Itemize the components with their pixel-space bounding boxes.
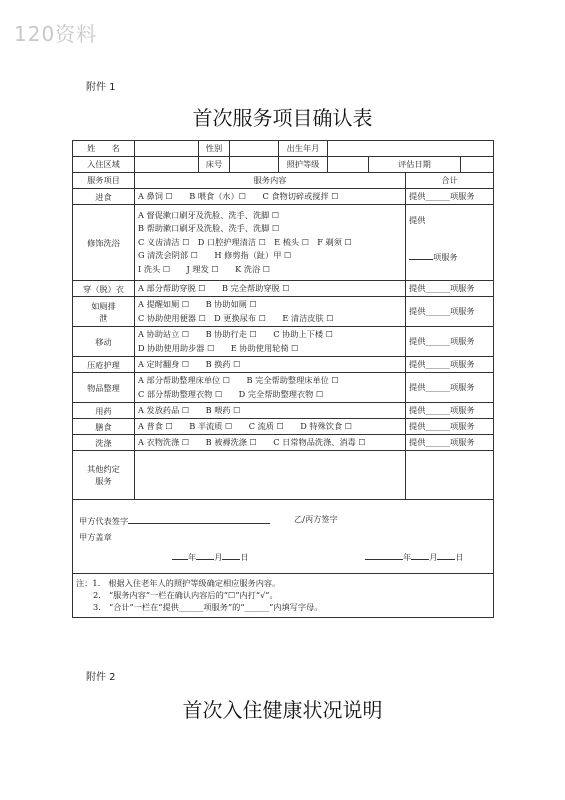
grooming-label: 修饰洗浴	[73, 205, 135, 281]
belongings-options	[135, 373, 406, 403]
eval-date-label: 评估日期	[369, 157, 461, 173]
belongings-total[interactable]: 提供______项服务	[406, 373, 494, 403]
birth-cell[interactable]	[328, 141, 494, 157]
pressure-options[interactable]: A 定时翻身 ☐ B 换药 ☐	[135, 357, 406, 373]
signature-row	[73, 500, 494, 574]
table-row	[73, 419, 494, 435]
grooming-total-provide: 提供	[409, 215, 426, 225]
toilet-option-line[interactable]: A 提醒如厕 ☐ B 协助如厕 ☐	[138, 299, 257, 309]
dressing-label: 穿（脱）衣	[73, 281, 135, 297]
grooming-option-line[interactable]: A 督促漱口刷牙及洗脸、洗手、洗脚 ☐	[138, 209, 280, 220]
table-row	[73, 357, 494, 373]
note-line: 2. “服务内容”一栏在确认内容后的“☐”内打“√”。	[93, 590, 278, 600]
notes-row	[73, 574, 494, 618]
page-title: 首次服务项目确认表	[192, 106, 373, 130]
watermark: 120资料	[14, 22, 98, 46]
care-level-cell[interactable]	[328, 157, 369, 173]
toilet-total[interactable]: 提供______项服务	[406, 297, 494, 327]
dressing-total[interactable]: 提供______项服务	[406, 281, 494, 297]
toilet-options	[135, 297, 406, 327]
pressure-total[interactable]: 提供______项服务	[406, 357, 494, 373]
day-field[interactable]	[437, 550, 455, 560]
table-row	[73, 297, 494, 327]
month-field[interactable]	[411, 550, 429, 560]
grooming-option-line[interactable]: C 义齿清洁 ☐ D 口腔护理清洁 ☐ E 梳头 ☐ F 剃须 ☐	[138, 236, 352, 247]
table-row	[73, 281, 494, 297]
belongings-label: 物品整理	[73, 373, 135, 403]
total-header: 合计	[406, 173, 494, 189]
meals-label: 膳食	[73, 419, 135, 435]
moving-label: 移动	[73, 327, 135, 357]
grooming-total[interactable]	[406, 205, 494, 281]
meals-total[interactable]: 提供______项服务	[406, 419, 494, 435]
grooming-option-line[interactable]: B 帮助漱口刷牙及洗脸、洗手、洗脚 ☐	[138, 223, 280, 234]
attachment-1-label: 附件 1	[86, 82, 116, 93]
laundry-options[interactable]: A 衣物洗涤 ☐ B 被褥洗涤 ☐ C 日常物品洗涤、消毒 ☐	[135, 435, 406, 451]
month-label: 月	[214, 552, 223, 562]
medication-total[interactable]: 提供______项服务	[406, 403, 494, 419]
grooming-options	[135, 205, 406, 281]
bed-cell[interactable]	[230, 157, 279, 173]
moving-options	[135, 327, 406, 357]
gender-cell[interactable]	[230, 141, 279, 157]
signature-section	[73, 500, 494, 574]
name-cell[interactable]	[135, 141, 199, 157]
grooming-total-blank[interactable]	[409, 250, 433, 260]
moving-option-line[interactable]: A 协助站立 ☐ B 协助行走 ☐ C 协助上下楼 ☐	[138, 329, 334, 339]
table-row	[73, 373, 494, 403]
table-row	[73, 327, 494, 357]
party-b-date	[365, 550, 464, 563]
table-row	[73, 157, 494, 173]
year-field[interactable]	[172, 550, 188, 560]
day-field[interactable]	[222, 550, 240, 560]
other-total-cell[interactable]	[406, 451, 494, 500]
item-header: 服务项目	[73, 173, 135, 189]
toilet-label: 如厕排泄	[73, 297, 135, 327]
content-header: 服务内容	[135, 173, 406, 189]
section-title-2: 首次入住健康状况说明	[182, 698, 383, 722]
name-label: 姓 名	[73, 141, 135, 157]
party-b-label: 乙/丙方签字	[294, 514, 338, 524]
belongings-option-line[interactable]: A 部分帮助整理床单位 ☐ B 完全帮助整理床单位 ☐	[138, 375, 339, 385]
service-confirmation-table	[72, 140, 494, 618]
party-a-signature-field[interactable]	[128, 514, 270, 524]
table-row	[73, 451, 494, 500]
care-level-label: 照护等级	[279, 157, 328, 173]
other-content-cell[interactable]	[135, 451, 406, 500]
table-row	[73, 189, 494, 205]
month-field[interactable]	[196, 550, 214, 560]
seal-label: 甲方盖章	[79, 532, 112, 542]
grooming-option-line[interactable]: I 洗头 ☐ J 理发 ☐ K 洗浴 ☐	[138, 263, 271, 274]
grooming-option-line[interactable]: G 清洗会阴部 ☐ H 修剪指（趾）甲 ☐	[138, 250, 292, 261]
eating-label: 进食	[73, 189, 135, 205]
table-row	[73, 173, 494, 189]
area-label: 入住区域	[73, 157, 135, 173]
table-row	[73, 205, 494, 281]
dressing-options[interactable]: A 部分帮助穿脱 ☐ B 完全帮助穿脱 ☐	[135, 281, 406, 297]
table-row	[73, 141, 494, 157]
table-row	[73, 403, 494, 419]
pressure-label: 压疮护理	[73, 357, 135, 373]
year-label: 年	[403, 552, 412, 562]
meals-options[interactable]: A 普食 ☐ B 半流质 ☐ C 流质 ☐ D 特殊饮食 ☐	[135, 419, 406, 435]
moving-total[interactable]: 提供______项服务	[406, 327, 494, 357]
party-a-date	[172, 550, 249, 563]
belongings-option-line[interactable]: C 部分帮助整理衣物 ☐ D 完全帮助整理衣物 ☐	[138, 388, 324, 399]
month-label: 月	[429, 552, 438, 562]
eating-options[interactable]: A 鼻饲 ☐ B 喂食（水）☐ C 食物切碎或搅拌 ☐	[135, 189, 406, 205]
note-line: 注：1. 根据入住老年人的照护等级确定相应服务内容。	[76, 578, 281, 588]
birth-label: 出生年月	[279, 141, 328, 157]
year-field[interactable]	[365, 550, 403, 560]
gender-label: 性别	[199, 141, 230, 157]
eval-date-cell[interactable]	[461, 157, 494, 173]
day-label: 日	[240, 552, 249, 562]
laundry-total[interactable]: 提供______项服务	[406, 435, 494, 451]
year-label: 年	[188, 552, 197, 562]
other-label: 其他约定服务	[73, 451, 135, 500]
attachment-2-label: 附件 2	[86, 672, 116, 683]
day-label: 日	[455, 552, 464, 562]
laundry-label: 洗涤	[73, 435, 135, 451]
party-a-label: 甲方代表签字	[79, 516, 129, 526]
moving-option-line[interactable]: D 协助使用助步器 ☐ E 协助使用轮椅 ☐	[138, 342, 299, 353]
area-cell[interactable]	[135, 157, 199, 173]
bed-label: 床号	[199, 157, 230, 173]
toilet-option-line[interactable]: C 协助使用便器 ☐ D 更换尿布 ☐ E 清洁皮肤 ☐	[138, 312, 334, 323]
eating-total[interactable]: 提供______项服务	[406, 189, 494, 205]
note-line: 3. “合计”一栏在“提供______项服务”的“______”内填写字母。	[93, 602, 323, 612]
notes-section	[73, 574, 494, 618]
table-row	[73, 435, 494, 451]
medication-label: 用药	[73, 403, 135, 419]
medication-options[interactable]: A 发放药品 ☐ B 喂药 ☐	[135, 403, 406, 419]
grooming-total-suffix: 项服务	[433, 252, 458, 262]
